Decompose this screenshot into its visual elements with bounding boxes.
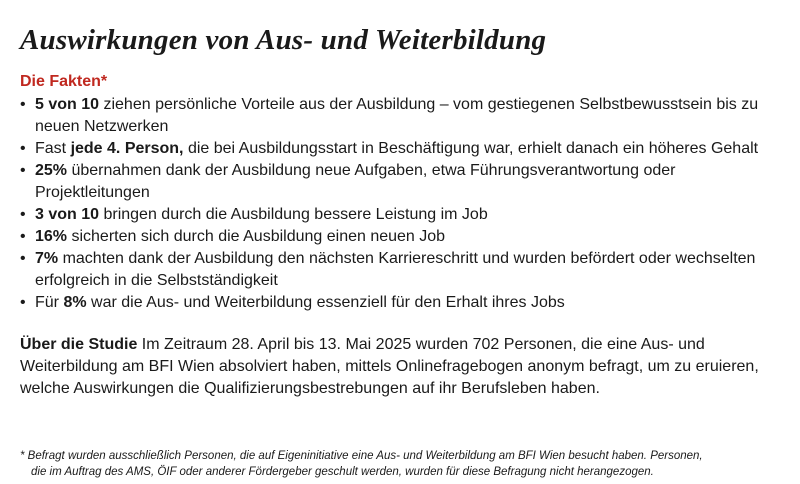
fact-prefix: Fast <box>35 140 71 157</box>
fact-text: die bei Ausbildungsstart in Beschäftigung war, erhielt danach ein höheres Gehalt <box>183 140 759 157</box>
list-item <box>20 292 790 314</box>
fact-highlight: 16% <box>35 228 68 245</box>
fact-highlight: 3 von 10 <box>35 206 100 223</box>
list-item <box>20 94 790 138</box>
footnote-line-2: die im Auftrag des AMS, ÖIF oder anderer Fördergeber geschult werden, wurden für diese Befragung nicht herangezogen. <box>31 466 654 478</box>
fact-prefix: Für <box>35 294 64 311</box>
list-item <box>20 204 790 226</box>
list-item <box>20 160 790 204</box>
study-text: Im Zeitraum 28. April bis 13. Mai 2025 wurden 702 Personen, die eine Aus- und Weiterbildung am BFI Wien absolviert haben, mittels Onlinefragebogen anonym befragt, um zu eruieren, welche Auswirkungen die Qualifizierungsbestrebungen auf ihr Berufsleben haben. <box>20 336 759 397</box>
fact-highlight: 5 von 10 <box>35 96 100 113</box>
study-label: Über die Studie <box>20 336 138 353</box>
infobox <box>20 20 790 400</box>
facts-list <box>20 94 790 314</box>
list-item <box>20 226 790 248</box>
fact-highlight: jede 4. Person, <box>70 140 184 157</box>
list-item <box>20 248 790 292</box>
fact-text: war die Aus- und Weiterbildung essenziell für den Erhalt ihres Jobs <box>86 294 565 311</box>
fact-text: bringen durch die Ausbildung bessere Leistung im Job <box>99 206 488 223</box>
study-paragraph <box>20 334 790 400</box>
fact-highlight: 7% <box>35 250 59 267</box>
fact-text: ziehen persönliche Vorteile aus der Ausbildung – vom gestiegenen Selbstbewusstsein bis zu neuen Netzwerken <box>35 96 759 135</box>
fact-highlight: 25% <box>35 162 68 179</box>
facts-heading: Die Fakten* <box>20 73 108 90</box>
footnote-line-1: * Befragt wurden ausschließlich Personen, die auf Eigeninitiative eine Aus- und Weiterbildung am BFI Wien besucht haben. Personen, <box>20 450 703 462</box>
fact-highlight: 8% <box>63 294 87 311</box>
fact-text: übernahmen dank der Ausbildung neue Aufgaben, etwa Führungsverantwortung oder Projektleitungen <box>35 162 676 201</box>
page-title: Auswirkungen von Aus- und Weiterbildung <box>20 24 547 56</box>
list-item <box>20 138 790 160</box>
fact-text: sicherten sich durch die Ausbildung einen neuen Job <box>67 228 446 245</box>
fact-text: machten dank der Ausbildung den nächsten Karriereschritt und wurden befördert oder wechselten erfolgreich in die Selbstständigkeit <box>35 250 756 289</box>
footnote <box>20 448 780 480</box>
